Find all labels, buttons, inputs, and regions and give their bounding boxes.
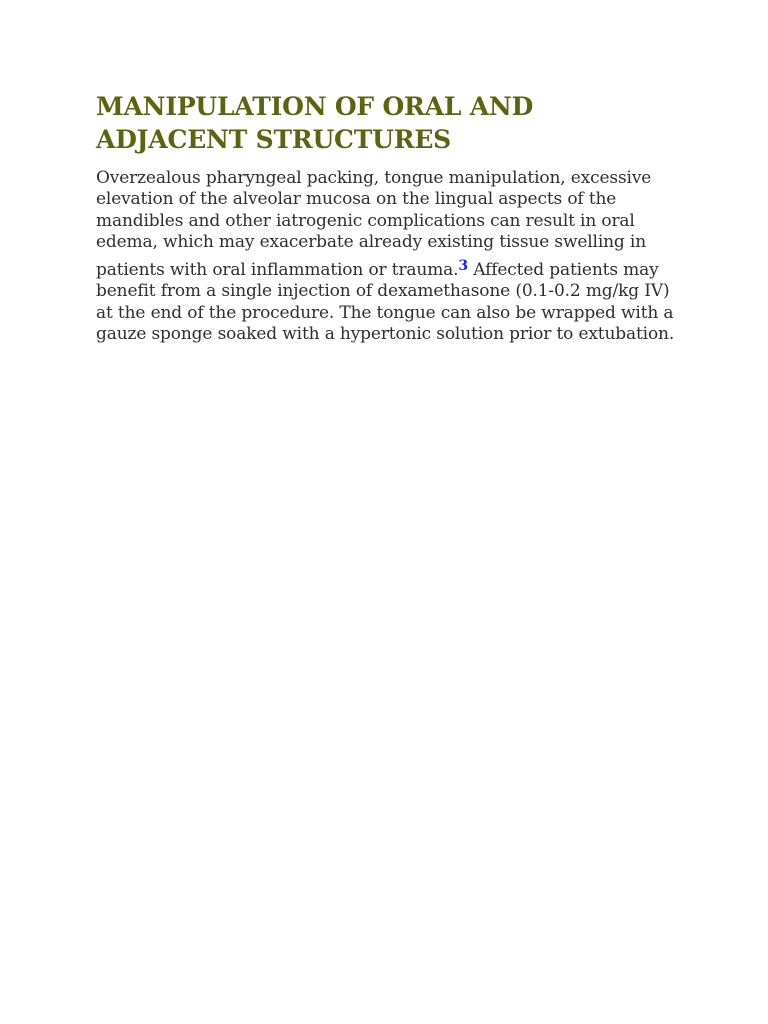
section-heading-line-2: ADJACENT STRUCTURES bbox=[96, 125, 452, 154]
section-heading bbox=[96, 90, 676, 156]
paragraph-line-2: elevation of the alveolar mucosa on the lingual aspects of the bbox=[96, 189, 617, 210]
paragraph-line-1: Overzealous pharyngeal packing, tongue manipulation, excessive bbox=[96, 168, 652, 188]
paragraph-line-6: benefit from a single injection of dexamethasone (0.1-0.2 mg/kg IV) bbox=[96, 281, 670, 302]
paragraph-line-7: at the end of the procedure. The tongue can also be wrapped with a bbox=[96, 302, 674, 323]
paragraph-line-8: gauze sponge soaked with a hypertonic solution prior to extubation. bbox=[96, 324, 675, 345]
reference-link[interactable]: 3 bbox=[458, 258, 469, 275]
paragraph-line-5 bbox=[96, 260, 676, 281]
paragraph-line-3: mandibles and other iatrogenic complications can result in oral bbox=[96, 210, 635, 231]
paragraph-line-5-start: patients with oral inflammation or trauma. bbox=[96, 260, 459, 281]
section-heading-line-1: MANIPULATION OF ORAL AND bbox=[96, 92, 534, 121]
article-content bbox=[96, 90, 676, 345]
paragraph-line-4: edema, which may exacerbate already existing tissue swelling in bbox=[96, 231, 646, 252]
body-paragraph bbox=[96, 168, 676, 345]
paragraph-line-5-end: Affected patients may bbox=[468, 260, 659, 281]
